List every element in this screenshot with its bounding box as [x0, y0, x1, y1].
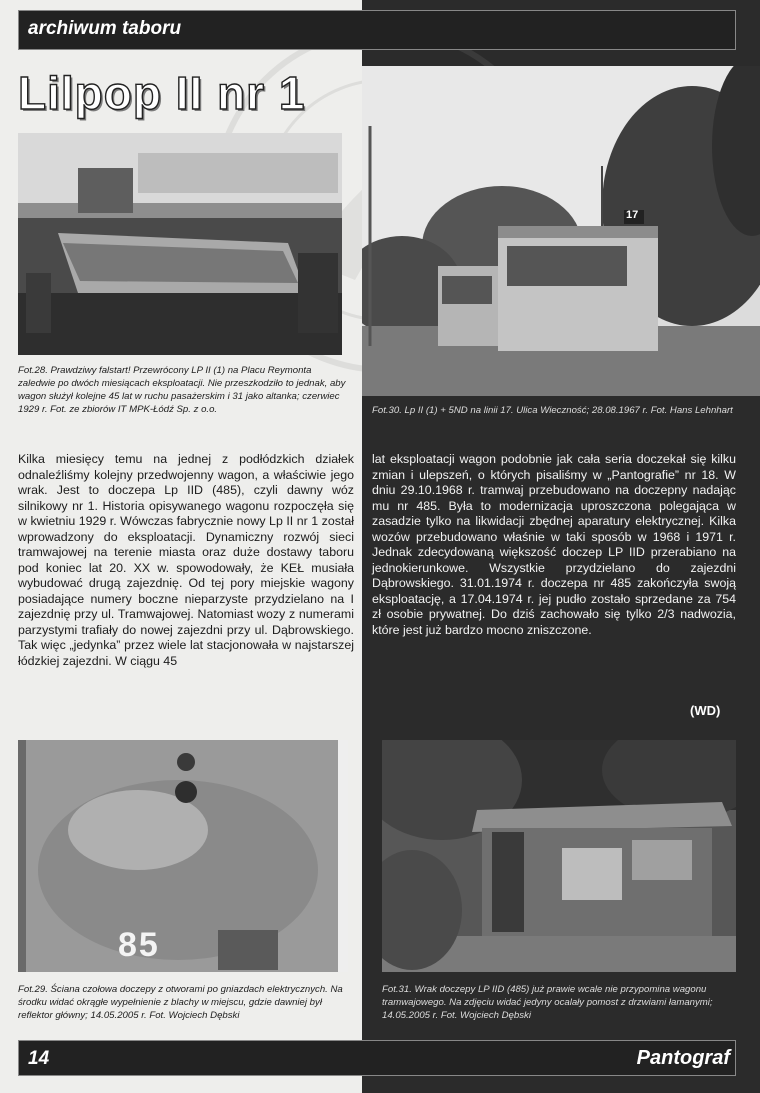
caption-fot31: Fot.31. Wrak doczepy LP IID (485) już prawie wcale nie przypomina wagonu tramwajowego. Na zdjęciu widać jedyny ocalały pomost z drzwiami łamanymi; 14.05.2005 r. Fot. Wojciech Dębski [382, 984, 713, 1021]
body-text-right: lat eksploatacji wagon podobnie jak cała seria doczekał się kilku zmian i ulepszeń, o których pisaliśmy w „Pantografie” nr 18. W dniu 29.10.1968 r. tramwaj przebudowano na doczepny nadając mu nr 485. Była to modernizacja uproszczona polegająca w zasadzie tylko na likwidacji zbędnej aparatury elektrycznej. Kilka wozów przebudowano właśnie w taki sposób w 1968 i 1971 r. Jednak zdecydowaną większość doczep LP IID przerabiano na jednokierunkowe. Wszystkie przydzielano do zajezdni Dąbrowskiego. 31.01.1974 r. doczepa nr 485 zakończyła swoją eksploatację, a 17.04.1974 r. jej pudło zostało sprzedane za 754 zł osobie prywatnej. Do dziś zachowało się tylko 2/3 nadwozia, które jest już bardzo mocno zniszczone. [372, 452, 736, 637]
photo-tram-line-17 [362, 66, 760, 396]
footer-bar [18, 1040, 736, 1076]
article-title: Lilpop II nr 1 [18, 67, 306, 119]
trailer-number-painted: 85 [118, 926, 160, 964]
body-text-left: Kilka miesięcy temu na jednej z podłódzkich działek odnaleźliśmy kolejny przedwojenny wagon, a właściwie jego wrak. Jest to doczepa Lp IID (485), czyli dawny wóz silnikowy nr 1. Historia opisywanego wagonu rozpoczęła się w kwietniu 1929 r. Wówczas fabrycznie nowy Lp II nr 1 został wprowadzony do eksploatacji. Dynamiczny rozwój sieci tramwajowej na terenie miasta oraz duże dostawy taboru pod koniec lat 20. XX w. spowodowały, że KEŁ musiała wybudować drugą zajezdnię. Od tej pory miejskie wagony posiadające numery boczne nieparzyste przydzielano na I zajezdnię przy ul. Tramwajowej. Natomiast wozy z numerami parzystymi trafiały do nowej zajezdni przy ul. Dąbrowskiego. Tak więc „jedynka” przez wiele lat stacjonowała w najstarszej łódzkiej zajezdni. W ciągu 45 [18, 452, 354, 668]
caption-fot28: Fot.28. Prawdziwy falstart! Przewrócony LP II (1) na Placu Reymonta zaledwie po dwóch miesiącach eksploatacji. Nie przeszkodziło to jednak, aby wagon służył kolejne 45 lat w ruchu pasażerskim i 31 jako altanka; czerwiec 1929 r. Fot. ze zbiorów IT MPK-Łódź Sp. z o.o. [18, 365, 346, 415]
magazine-name: Pantograf [636, 1047, 730, 1069]
photo-overturned-tram [18, 133, 342, 355]
caption-fot30: Fot.30. Lp II (1) + 5ND na linii 17. Ulica Wieczność; 28.08.1967 r. Fot. Hans Lehnhart [372, 405, 733, 416]
section-title: archiwum taboru [28, 18, 182, 39]
page-number: 14 [28, 1048, 50, 1069]
tram-route-number: 17 [626, 209, 639, 221]
author-signature: (WD) [690, 703, 721, 718]
photo-trailer-wreck [382, 740, 736, 972]
photo-trailer-front-wall [18, 740, 348, 972]
caption-fot29: Fot.29. Ściana czołowa doczepy z otworami po gniazdach elektrycznych. Na środku widać okrągłe wypełnienie z blachy w miejscu, gdzie dawniej był reflektor główny; 14.05.2005 r. Fot. Wojciech Dębski [18, 984, 343, 1021]
